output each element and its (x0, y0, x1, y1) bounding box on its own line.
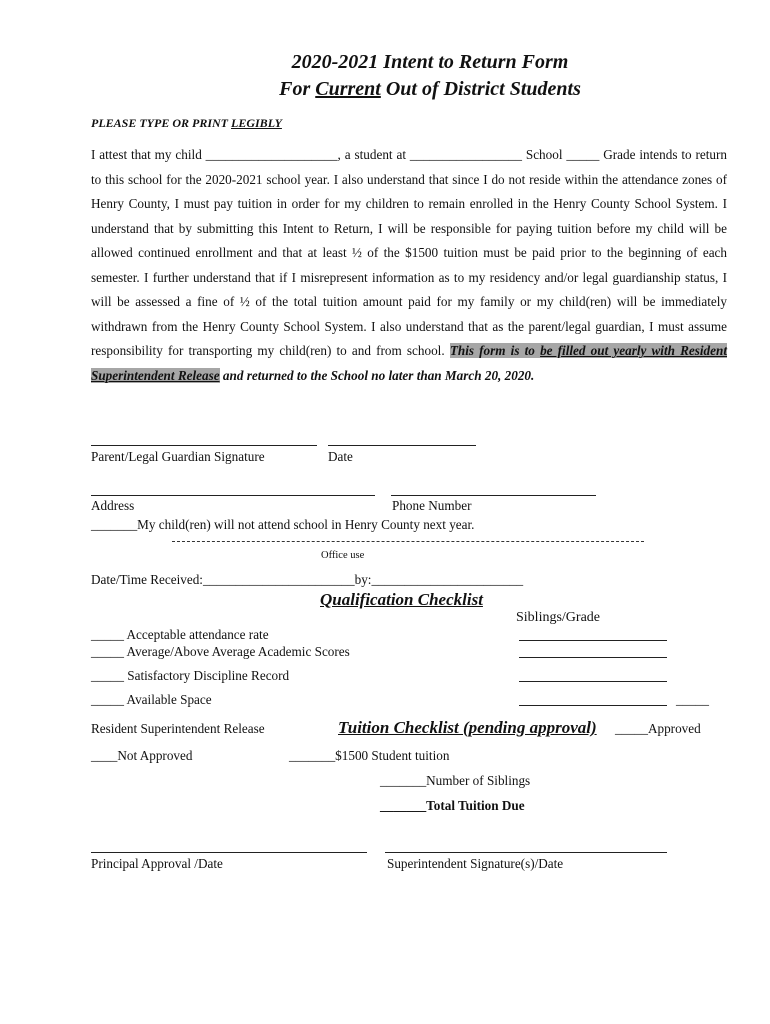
superintendent-signature-label: Superintendent Signature(s)/Date (387, 856, 564, 871)
office-use-divider (172, 541, 644, 542)
attestation-text: I attest that my child ____________________, a student at _________________ School _____ Grade intends to return to this school for the 2020-2021 school year. I also understand that since I do not reside within the attendance zones of Henry County, I must pay tuition in order for my children to remain enrolled in the Henry County School System. I understand that by submitting this Intent to Return, I will be responsible for paying tuition before my child will be allowed continued enrollment and that at least ½ of the $1500 tuition must be paid prior to the beginning of each semester. I further understand that if I misrepresent information as to my residency and/or legal guardianship status, I will be assessed a fine of ½ of the total tuition amount paid for my family or my child(ren) will be immediately withdrawn from the Henry County School System. I also understand that as the parent/legal guardian, I must assume responsibility for transporting my child(ren) to and from school. (91, 147, 727, 358)
phone-label: Phone Number (392, 498, 472, 513)
sibling-grade-line-2[interactable] (519, 657, 667, 658)
address-label: Address (91, 498, 135, 513)
address-line[interactable] (91, 495, 375, 496)
siblings-grade-header: Siblings/Grade (516, 610, 600, 625)
sibling-grade-line-3[interactable] (519, 681, 667, 682)
sibling-grade-line-4[interactable] (519, 705, 667, 706)
attestation-paragraph (91, 143, 727, 388)
instruction-emphasis: LEGIBLY (231, 116, 282, 130)
instruction-text: PLEASE TYPE OR PRINT (91, 116, 232, 130)
qualification-item-attendance: _____ Acceptable attendance rate (91, 627, 269, 642)
total-tuition-label: Total Tuition Due (426, 798, 525, 813)
phone-line[interactable] (391, 495, 596, 496)
qualification-checklist-heading: Qualification Checklist (320, 590, 483, 609)
principal-approval-line[interactable] (91, 852, 367, 853)
resident-superintendent-release-label: Resident Superintendent Release (91, 721, 265, 736)
title-line2-suffix: Out of District Students (380, 78, 581, 100)
number-of-siblings-field: _______Number of Siblings (380, 773, 531, 788)
date-time-received: Date/Time Received:_______________________by:_______________________ (91, 572, 524, 587)
guardian-signature-label: Parent/Legal Guardian Signature (91, 449, 265, 464)
form-title-line1: 2020-2021 Intent to Return Form (291, 51, 569, 73)
attestation-closing: and returned to the School no later than March 20, 2020. (219, 367, 535, 383)
student-tuition-field: _______$1500 Student tuition (289, 748, 450, 763)
title-line2-prefix: For (279, 78, 316, 100)
qualification-item-academics: _____ Average/Above Average Academic Scores (91, 644, 350, 659)
not-attending-statement: _______My child(ren) will not attend school in Henry County next year. (91, 517, 475, 532)
not-approved-field: ____Not Approved (91, 748, 193, 763)
title-line2-emphasis: Current (315, 78, 381, 100)
total-tuition-blank: _______ (380, 798, 427, 813)
form-title-line2 (0, 75, 770, 103)
qualification-item-discipline: _____ Satisfactory Discipline Record (91, 668, 290, 683)
sibling-grade-line-1[interactable] (519, 640, 667, 641)
highlight-text-a: This form is to (449, 343, 541, 358)
office-use-label: Office use (321, 550, 365, 561)
principal-approval-label: Principal Approval /Date (91, 856, 223, 871)
total-tuition-due (380, 798, 525, 814)
print-instruction (91, 116, 282, 131)
extra-blank: _____ (676, 692, 709, 707)
qualification-item-space: _____ Available Space (91, 692, 212, 707)
date-label: Date (328, 449, 353, 464)
guardian-signature-line[interactable] (91, 445, 317, 446)
approved-field: _____Approved (615, 721, 701, 736)
superintendent-signature-line[interactable] (385, 852, 667, 853)
tuition-checklist-heading: Tuition Checklist (pending approval) (338, 718, 597, 737)
date-line[interactable] (328, 445, 476, 446)
highlight-text-b: be filled out yearly with Resident Superintendent Release (91, 343, 728, 383)
